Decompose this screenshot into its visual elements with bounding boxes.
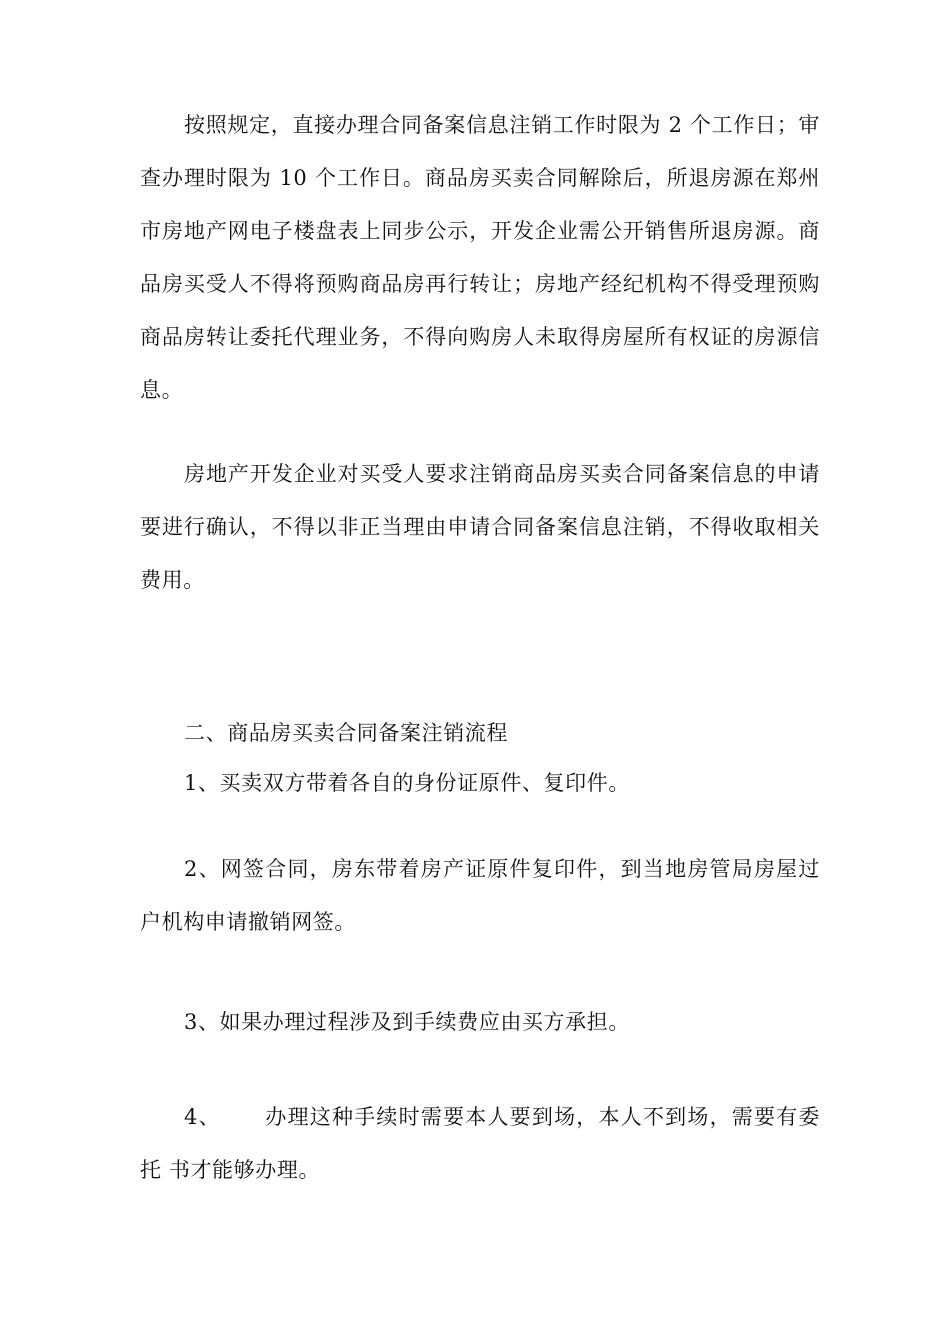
step-4-number: 4、 [184, 1105, 221, 1129]
paragraph-filing-cancellation-time-limit: 按照规定，直接办理合同备案信息注销工作时限为 2 个工作日；审查办理时限为 10 个工作日。商品房买卖合同解除后，所退房源在郑州市房地产网电子楼盘表上同步公示，开发企业需公开销售所退房源。商品房买受人不得将预购商品房再行转让；房地产经纪机构不得受理预购商品房转让委托代理业务，不得向购房人未取得房屋所有权证的房源信息。 [140, 113, 820, 402]
step-3: 3、如果办理过程涉及到手续费应由买方承担。 [184, 1010, 630, 1034]
section-heading: 二、商品房买卖合同备案注销流程 [184, 721, 508, 745]
step-2: 2、网签合同，房东带着房产证原件复印件，到当地房管局房屋过户机构申请撤销网签。 [140, 857, 820, 934]
paragraph-developer-confirmation: 房地产开发企业对买受人要求注销商品房买卖合同备案信息的申请要进行确认，不得以非正当理由申请合同备案信息注销，不得收取相关费用。 [140, 462, 820, 592]
step-4 [140, 1091, 820, 1197]
step-4-text: 办理这种手续时需要本人要到场，本人不到场，需要有委托 书才能够办理。 [140, 1105, 820, 1182]
step-1: 1、买卖双方带着各自的身份证原件、复印件。 [184, 771, 630, 795]
